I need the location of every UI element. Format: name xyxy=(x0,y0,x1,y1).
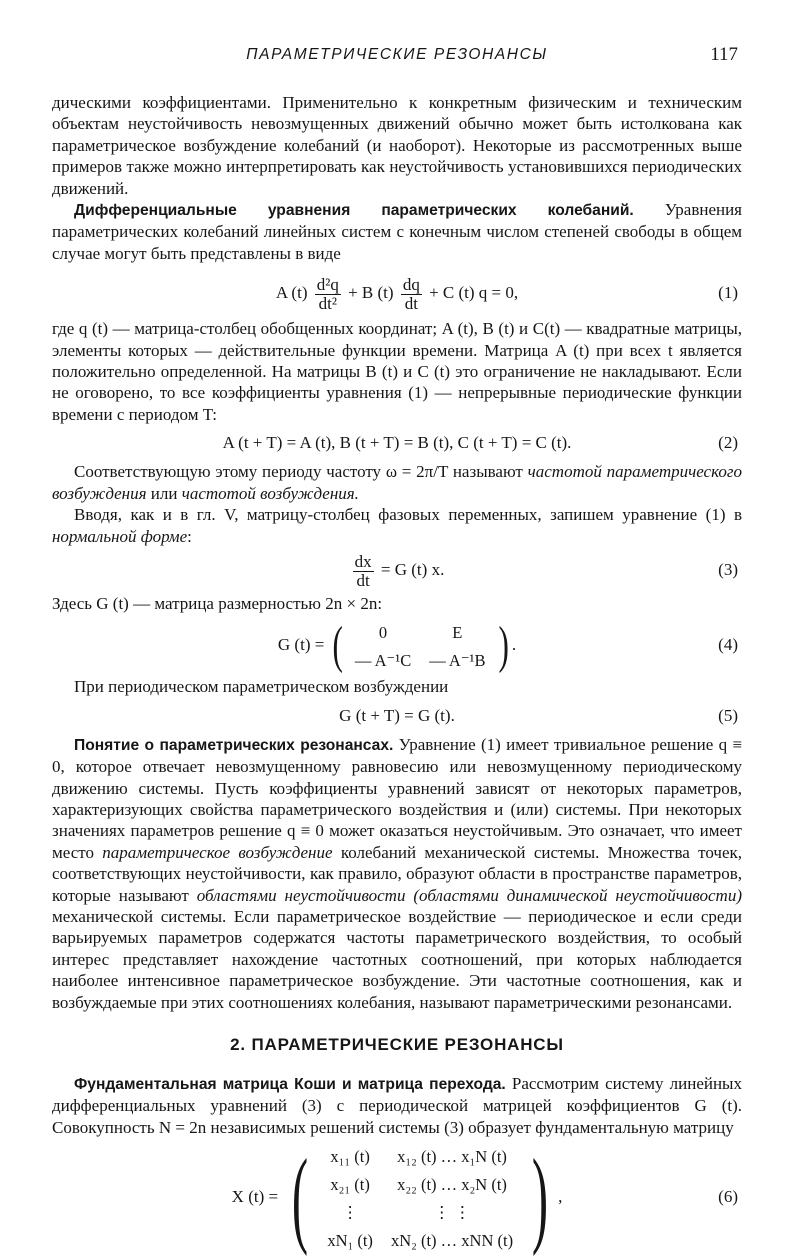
equation-number: (1) xyxy=(718,283,738,303)
matrix-cell: xN₁ (t) xyxy=(327,1230,373,1250)
matrix-cell: ⋮ ⋮ xyxy=(433,1202,471,1222)
running-title: ПАРАМЕТРИЧЕСКИЕ РЕЗОНАНСЫ xyxy=(246,46,548,63)
run-in-heading: Фундаментальная матрица Коши и матрица перехода. xyxy=(74,1076,506,1093)
matrix-cell: x₁₂ (t) … x₁N (t) xyxy=(397,1146,507,1166)
equation-3 xyxy=(52,547,742,593)
equation-number: (5) xyxy=(718,705,738,725)
equation-6 xyxy=(52,1138,742,1256)
equation-5 xyxy=(52,698,742,734)
term-italic: параметрическое возбуждение xyxy=(102,842,333,862)
term-italic: нормальной форме xyxy=(52,526,188,546)
fraction-second-derivative: $\frac{\text{d²q}}{\text{dt²}}$ xyxy=(316,274,339,313)
page-header xyxy=(52,46,742,72)
equation-5-formula: G (t + T) = G (t). xyxy=(339,705,455,725)
run-in-heading: Понятие о параметрических резонансах. xyxy=(74,736,394,754)
equation-number: (3) xyxy=(718,559,738,579)
paragraph-continuation: дическими коэффициентами. Применительно к конкретным физическим и техническим объектам неустойчивость невозмущенных движений обычно может быть истолкована как параметрическое возбуждение колебаний (и наоборот). Некоторые из рассмотренных выше примеров также можно интерпретировать как неустойчивость установившихся периодических движений. xyxy=(52,93,742,198)
equation-1-formula xyxy=(52,268,742,318)
paragraph-matrices: где q (t) — матрица-столбец обобщенных координат; A (t), B (t) и C(t) — квадратные матрицы, элементы которых — действительные функции времени. Матрица A (t) при всех t является положительно определенной. На матрицы B (t) и C (t) это ограничение не накладывают. Если не оговорено, то все коэффициенты уравнения (1) — непрерывные периодические функции времени с периодом T: xyxy=(52,319,742,424)
matrix-cell: x₂₂ (t) … x₂N (t) xyxy=(397,1174,507,1194)
book-page xyxy=(52,0,743,1257)
page-number: 117 xyxy=(710,44,738,65)
equation-3-formula: $\frac{dx}{dt}$ = G (t) x. xyxy=(354,551,445,590)
matrix-cell: — A⁻¹B xyxy=(429,650,486,670)
equation-number: (2) xyxy=(718,433,738,453)
matrix-cell: 0 xyxy=(378,622,388,642)
eq1-term-b: + B (t) xyxy=(348,283,394,303)
paragraph-periodic: При периодическом параметрическом возбуждении xyxy=(74,677,449,697)
equation-2-formula: A (t + T) = A (t), B (t + T) = B (t), C (t + T) = C (t). xyxy=(222,433,572,453)
fraction-dx-dt: $\frac{dx}{dt}$ xyxy=(354,551,372,590)
block-matrix: ( 0 E — A⁻¹C — A⁻¹B ) xyxy=(332,617,509,675)
matrix-cell: x₁₁ (t) xyxy=(330,1146,370,1166)
paragraph-text: Уравнения параметрических колебаний линейных систем с конечным числом степеней свободы в общем случае могут быть представлены в виде xyxy=(52,200,742,263)
term-italic: частотой параметрического возбуждения xyxy=(52,462,743,503)
matrix-cell: E xyxy=(452,622,463,642)
paragraph-dimension: Здесь G (t) — матрица размерностью 2n × 2n: xyxy=(52,593,383,613)
equation-6-formula: X (t) = ( x₁₁ (t) x₁₂ (t) … x₁N (t) x₂₁ (t) x₂₂ (t) … x₂N (t) ⋮ ⋮ ⋮ xN₁ (t) xN₂ (t) … xNN (t) ) , xyxy=(231,1138,563,1257)
paragraph-frequency: Соответствующую этому периоду частоту ω = 2π/T называют частотой параметрического возбуждения или частотой возбуждения. xyxy=(52,462,743,503)
paragraph-fundamental-matrix: Фундаментальная матрица Коши и матрица перехода. Рассмотрим систему линейных дифференциальных уравнений (3) с периодической матрицей коэффициентов G (t). Совокупность N = 2n независимых решений системы (3) образует фундаментальную матрицу xyxy=(52,1074,742,1137)
equation-1 xyxy=(52,268,742,318)
equation-4 xyxy=(52,614,742,676)
equation-number: (6) xyxy=(718,1187,738,1207)
term-italic: областями неустойчивости (областями динамической неустойчивости) xyxy=(196,885,742,905)
paragraph-resonance-concept: Понятие о параметрических резонансах. Уравнение (1) имеет тривиальное решение q ≡ 0, которое отвечает невозмущенному равновесию или невозмущенному периодическому движению системы. Пусть коэффициенты уравнений зависят от некоторых параметров, характеризующих свойства параметрического воздействия и (или) системы. При некоторых значениях параметров решение q ≡ 0 может оказаться неустойчивым. Это означает, что имеет место параметрическое возбуждение колебаний механической системы. Множества точек, соответствующих неустойчивости, как правило, образуют области в пространстве параметров, которые называют областями неустойчивости (областями динамической неустойчивости) механической системы. Если параметрическое воздействие — периодическое и если среди варьируемых параметров содержатся частоты параметрического воздействия, то особый интерес представляет нахождение частотных соотношений, при которых наблюдается наиболее интенсивное параметрическое возбуждение. Эти частотные соотношения, как и возбуждаемые при этих соотношениях колебания, называют параметрическими резонансами. xyxy=(52,734,742,1012)
section-title: 2. ПАРАМЕТРИЧЕСКИЕ РЕЗОНАНСЫ xyxy=(230,1035,564,1054)
fraction-first-derivative: $\frac{dq}{dt}$ xyxy=(402,274,420,313)
eq1-term-c: + C (t) q = 0, xyxy=(429,283,519,303)
eq1-term-a: A (t) xyxy=(275,283,308,303)
page-body xyxy=(52,92,742,1256)
paragraph-normal-form: Вводя, как и в гл. V, матрицу-столбец фазовых переменных, запишем уравнение (1) в нормальной форме: xyxy=(52,505,742,546)
run-in-heading: Дифференциальные уравнения параметрических колебаний. xyxy=(74,202,634,220)
matrix-cell: — A⁻¹C xyxy=(354,650,412,670)
equation-4-formula: G (t) = ( 0 E — A⁻¹C — A⁻¹B ) . xyxy=(277,617,517,675)
matrix-cell: xN₂ (t) … xNN (t) xyxy=(390,1230,514,1250)
term-italic: частотой возбуждения. xyxy=(181,483,359,503)
paragraph-equations-intro xyxy=(52,199,742,264)
fundamental-matrix: ( x₁₁ (t) x₁₂ (t) … x₁N (t) x₂₁ (t) x₂₂ (t) … x₂N (t) ⋮ ⋮ ⋮ xN₁ (t) xN₂ (t) … xNN (t) ) xyxy=(292,1138,549,1257)
matrix-cell: ⋮ xyxy=(341,1202,359,1222)
equation-number: (4) xyxy=(718,635,738,655)
matrix-cell: x₂₁ (t) xyxy=(330,1174,370,1194)
equation-2 xyxy=(52,425,742,461)
